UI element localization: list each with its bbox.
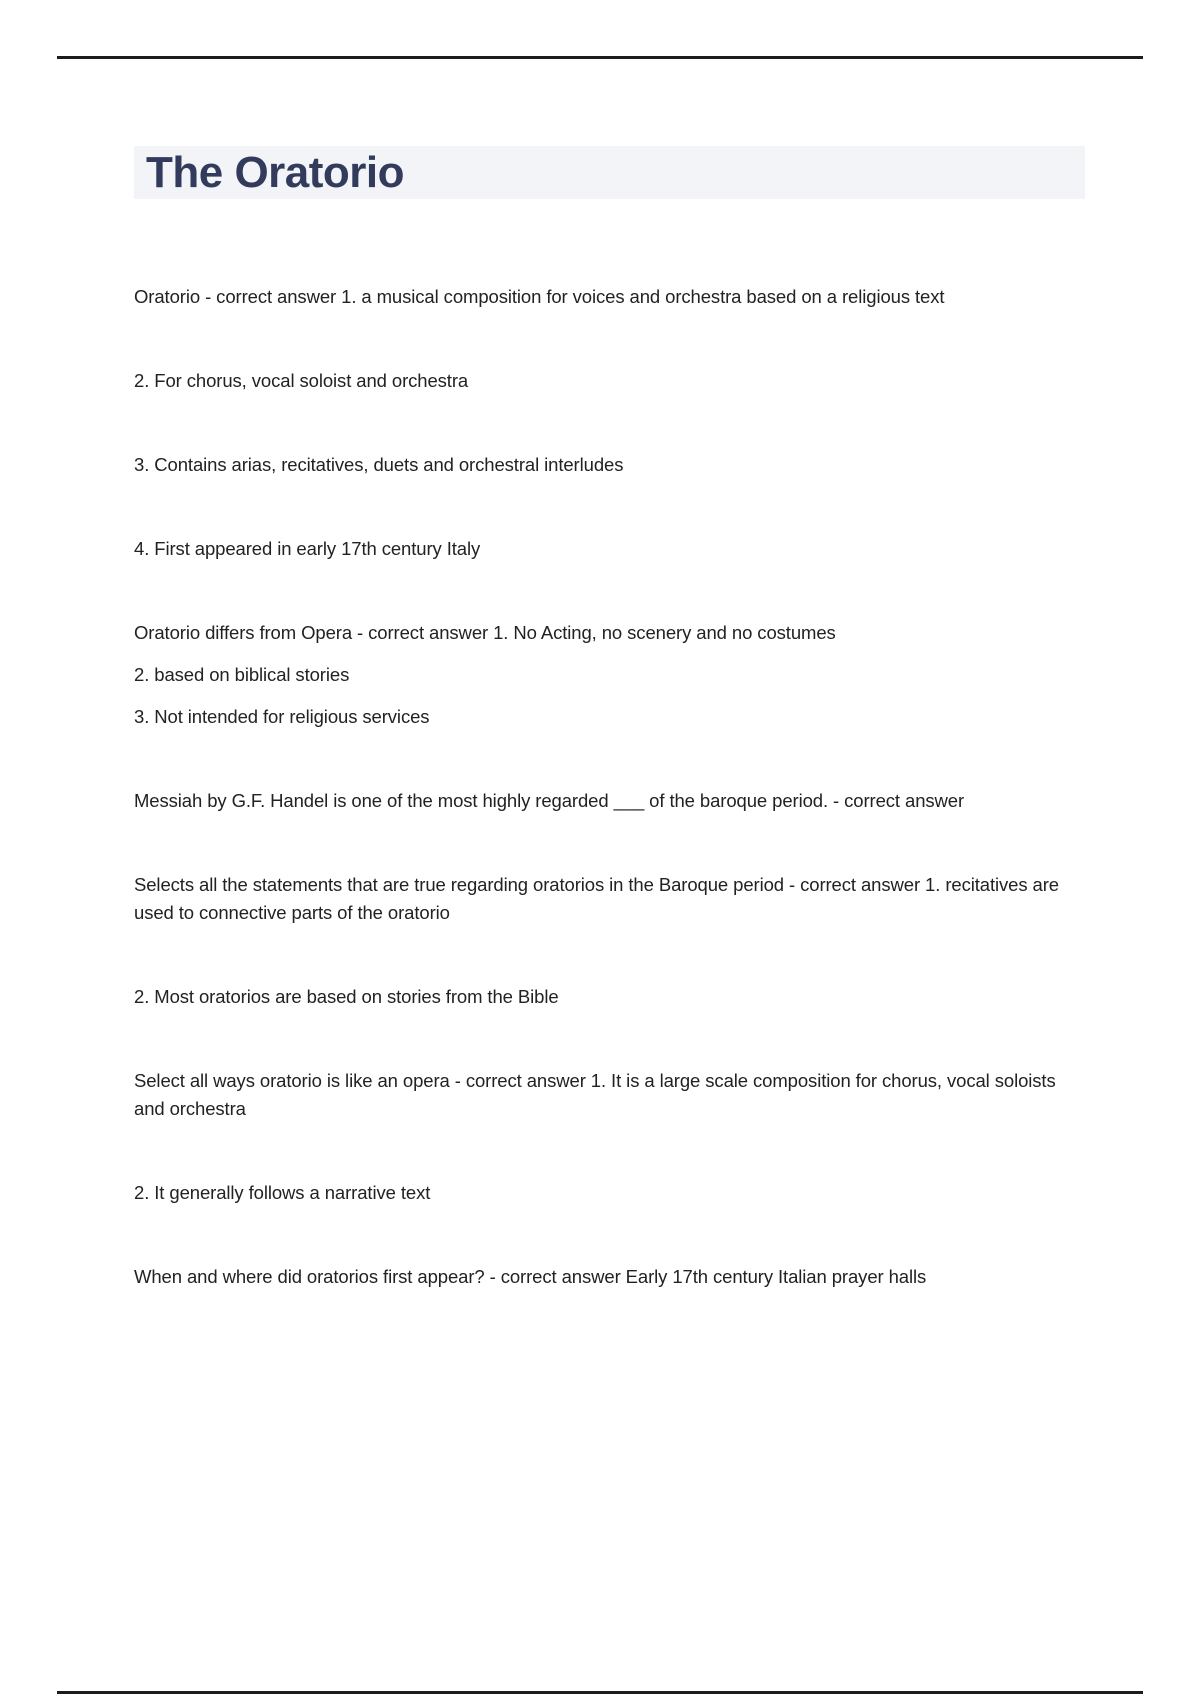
paragraph: Select all ways oratorio is like an opera - correct answer 1. It is a large scale composition for chorus, vocal soloists and orchestra <box>134 1070 1056 1119</box>
paragraph: When and where did oratorios first appear? - correct answer Early 17th century Italian prayer halls <box>134 1266 927 1287</box>
bottom-rule <box>57 1691 1143 1694</box>
paragraph: 2. based on biblical stories <box>134 664 350 685</box>
paragraph: 2. For chorus, vocal soloist and orchestra <box>134 370 469 391</box>
paragraph: 2. It generally follows a narrative text <box>134 1182 431 1203</box>
paragraph: Selects all the statements that are true regarding oratorios in the Baroque period - correct answer 1. recitatives are used to connective parts of the oratorio <box>134 874 1059 923</box>
paragraph: 2. Most oratorios are based on stories from the Bible <box>134 986 559 1007</box>
paragraph: Oratorio differs from Opera - correct answer 1. No Acting, no scenery and no costumes <box>134 622 836 643</box>
document-content <box>134 0 1085 1291</box>
page-title: The Oratorio <box>134 146 1085 199</box>
paragraph: 3. Not intended for religious services <box>134 706 430 727</box>
paragraph: Messiah by G.F. Handel is one of the most highly regarded ___ of the baroque period. - correct answer <box>134 790 965 811</box>
paragraph: Oratorio - correct answer 1. a musical composition for voices and orchestra based on a religious text <box>134 286 945 307</box>
paragraph: 4. First appeared in early 17th century Italy <box>134 538 481 559</box>
paragraph: 3. Contains arias, recitatives, duets and orchestral interludes <box>134 454 624 475</box>
